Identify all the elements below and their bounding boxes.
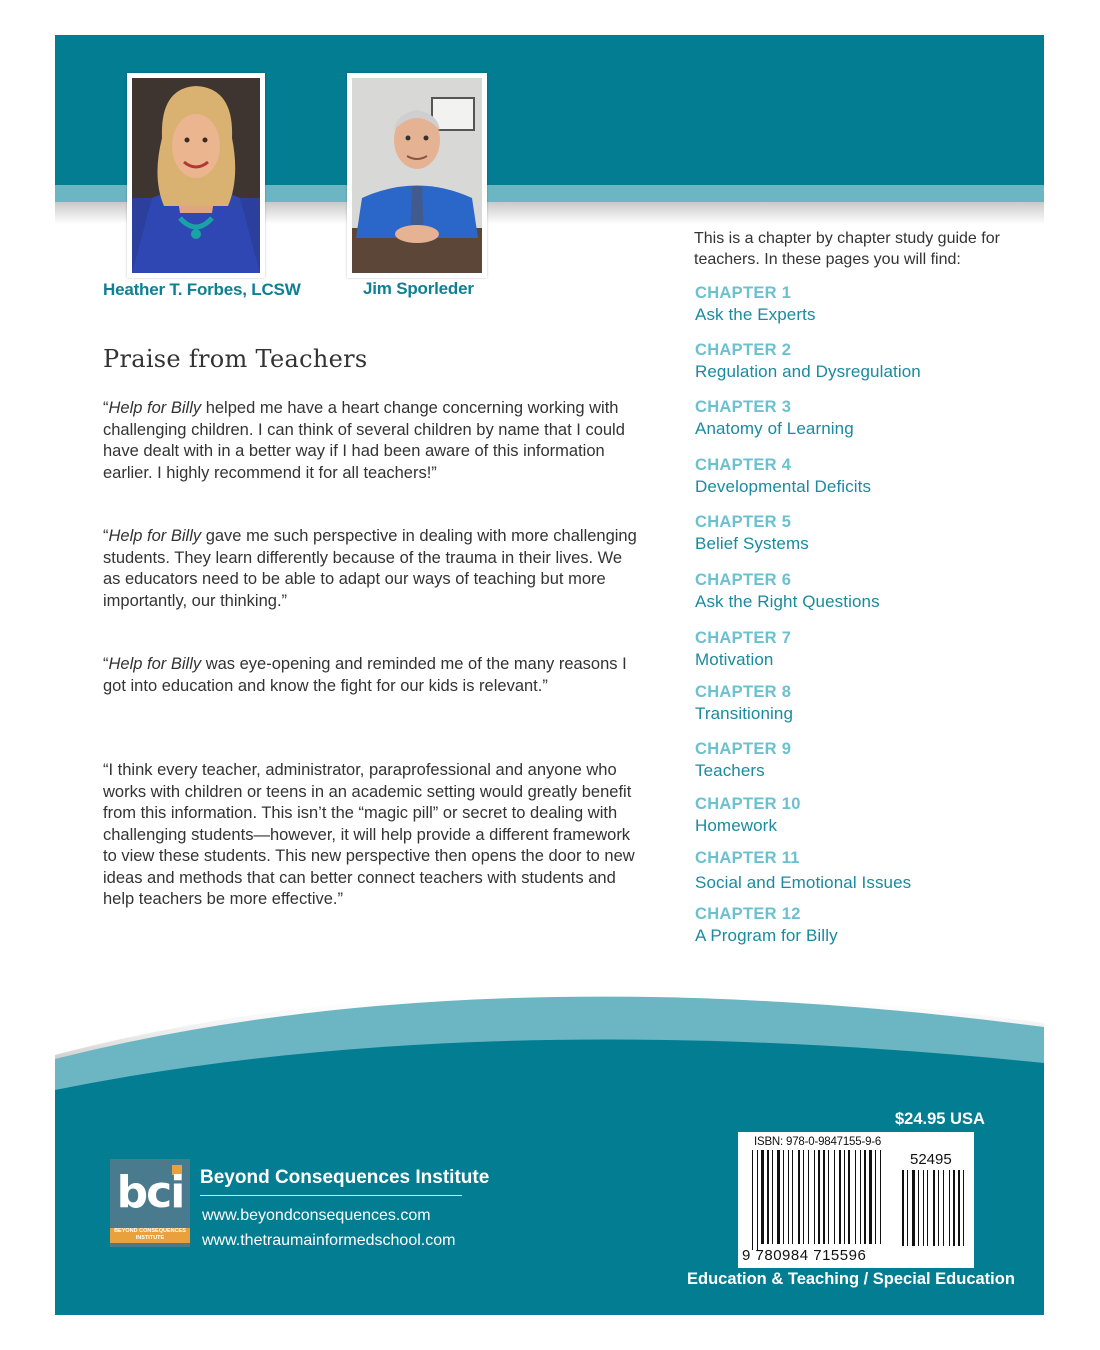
chapter-12: CHAPTER 12 A Program for Billy xyxy=(695,905,838,945)
publisher-url-1[interactable]: www.beyondconsequences.com xyxy=(202,1207,431,1224)
publisher-url-2[interactable]: www.thetraumainformedschool.com xyxy=(202,1232,456,1249)
praise-quote-3: “Help for Billy was eye-opening and reminded me of the many reasons I got into education and know the fight for our kids is relevant.” xyxy=(103,655,627,695)
book-back-cover xyxy=(55,35,1044,1315)
chapter-8: CHAPTER 8 Transitioning xyxy=(695,683,793,723)
praise-quote-1: “Help for Billy helped me have a heart change concerning working with challenging children. I can think of several children by name that I could have dealt with in a better way if I had been aware of this information earlier. I highly recommend it for all teachers!” xyxy=(103,399,625,482)
chapter-6: CHAPTER 6 Ask the Right Questions xyxy=(695,571,880,611)
author-photo-forbes xyxy=(127,73,265,278)
chapter-7: CHAPTER 7 Motivation xyxy=(695,629,792,669)
barcode-digits: 9 780984 715596 xyxy=(742,1247,867,1264)
logo-subtext: BEYOND CONSEQUENCES INSTITUTE xyxy=(110,1228,190,1243)
praise-quote-4: “I think every teacher, administrator, paraprofessional and anyone who works with children or teens in an academic setting would greatly benefit from this information. This isn’t the “magic pill” or secret to dealing with challenging students—however, it will help provide a different framework to view these students. This new perspective then opens the door to new ideas and methods that can better connect teachers with students and help teachers be more effective.” xyxy=(103,761,635,908)
barcode xyxy=(738,1132,974,1268)
chapter-1: CHAPTER 1 Ask the Experts xyxy=(695,284,816,324)
guide-intro: This is a chapter by chapter study guide for teachers. In these pages you will find: xyxy=(694,230,1000,268)
bci-logo xyxy=(110,1159,190,1247)
price: $24.95 USA xyxy=(895,1110,985,1128)
author-name-forbes: Heather T. Forbes, LCSW xyxy=(103,280,301,299)
chapter-9: CHAPTER 9 Teachers xyxy=(695,740,792,780)
price-code: 52495 xyxy=(910,1151,952,1168)
author-photo-sporleder xyxy=(347,73,487,278)
chapter-5: CHAPTER 5 Belief Systems xyxy=(695,513,809,553)
publisher-divider xyxy=(200,1195,462,1196)
praise-heading: Praise from Teachers xyxy=(103,345,368,373)
chapter-4: CHAPTER 4 Developmental Deficits xyxy=(695,456,872,496)
praise-quote-2: “Help for Billy gave me such perspective in dealing with more challenging students. They learn differently because of the trauma in their lives. We as educators need to be able to adapt our ways of teaching but more importantly, our thinking.” xyxy=(103,527,637,610)
chapter-11: CHAPTER 11 Social and Emotional Issues xyxy=(695,849,912,892)
chapter-10: CHAPTER 10 Homework xyxy=(695,795,801,835)
logo-text: bci xyxy=(116,1167,184,1218)
publisher-name: Beyond Consequences Institute xyxy=(200,1167,490,1188)
chapter-2: CHAPTER 2 Regulation and Dysregulation xyxy=(695,341,921,381)
isbn-text: ISBN: 978-0-9847155-9-6 xyxy=(754,1136,882,1148)
chapter-3: CHAPTER 3 Anatomy of Learning xyxy=(695,398,854,438)
book-category: Education & Teaching / Special Education xyxy=(687,1270,1015,1288)
author-name-sporleder: Jim Sporleder xyxy=(363,279,474,298)
